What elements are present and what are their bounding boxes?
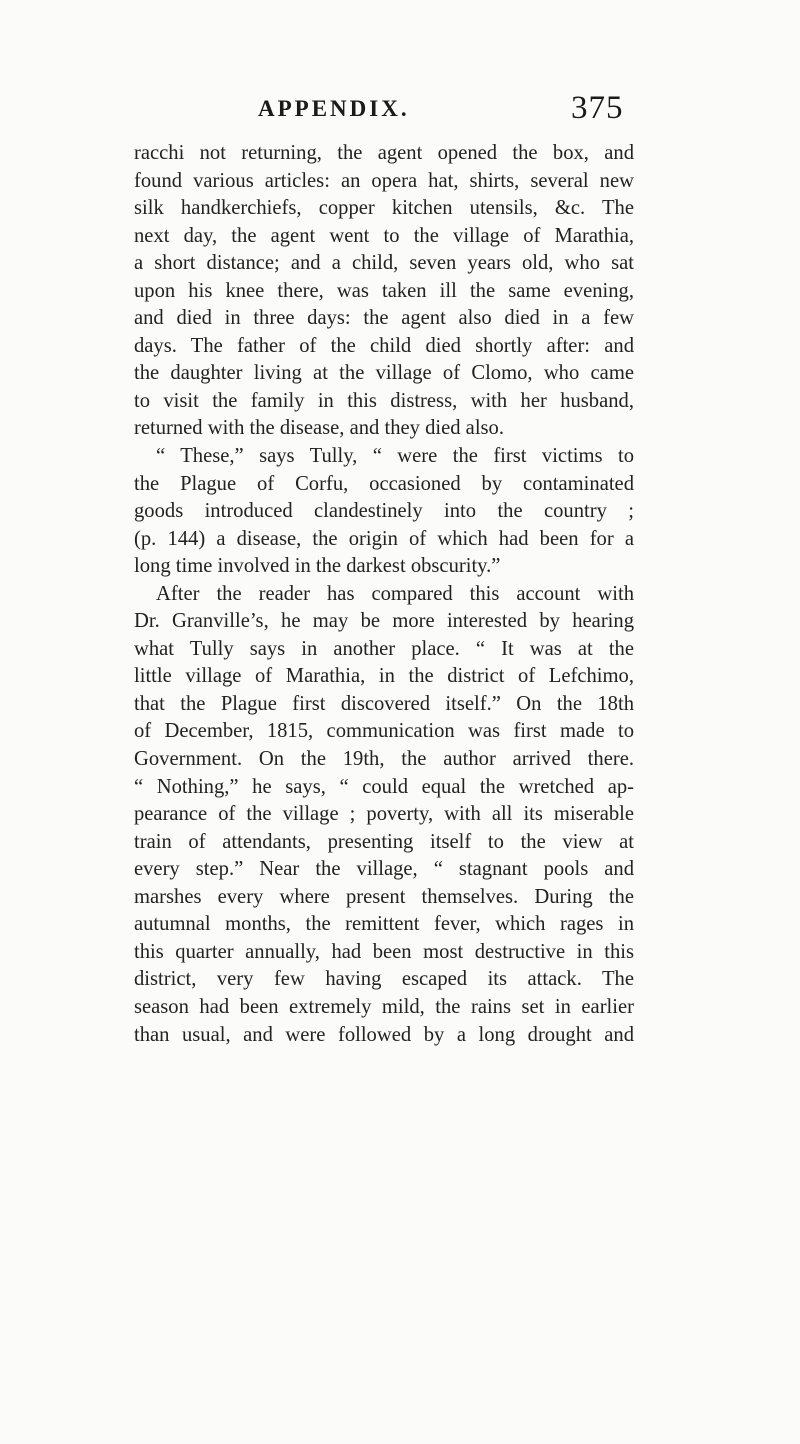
text-line: found various articles: an opera hat, shirts, several new [134,169,634,192]
text-line: marshes every where present themselves. During the [134,885,634,908]
text-line: the Plague of Corfu, occasioned by contaminated [134,472,634,495]
text-line: than usual, and were followed by a long drought and [134,1023,634,1046]
text-line: racchi not returning, the agent opened the box, and [134,142,634,164]
text-line: Dr. Granville’s, he may be more interested by hearing [134,610,634,633]
text-line: “ These,” says Tully, “ were the first victims to [156,445,634,468]
text-line: long time involved in the darkest obscurity.” [134,555,501,578]
text-line: (p. 144) a disease, the origin of which had been for a [134,527,634,550]
page-number: 375 [571,90,624,126]
text-line: every step.” Near the village, “ stagnant pools and [134,858,634,881]
text-line: days. The father of the child died shortly after: and [134,334,634,357]
text-line: this quarter annually, had been most destructive in this [134,940,634,963]
text-line: Government. On the 19th, the author arrived there. [134,748,634,771]
text-line: little village of Marathia, in the district of Lefchimo, [134,665,634,688]
text-line: to visit the family in this distress, with her husband, [134,389,634,412]
text-line: what Tully says in another place. “ It was at the [134,637,634,660]
text-line: next day, the agent went to the village of Marathia, [134,224,634,247]
text-line: that the Plague first discovered itself.” On the 18th [134,692,634,715]
text-line: pearance of the village ; poverty, with all its miserable [134,803,634,826]
text-line: a short distance; and a child, seven years old, who sat [134,252,634,275]
text-line: train of attendants, presenting itself to the view at [134,830,634,853]
body-text [134,140,634,1049]
text-line: “ Nothing,” he says, “ could equal the wretched ap- [134,775,634,798]
text-line: district, very few having escaped its attack. The [134,968,634,991]
text-line: of December, 1815, communication was first made to [134,720,634,743]
text-line: goods introduced clandestinely into the country ; [134,500,634,523]
page-header [0,90,800,136]
text-line: the daughter living at the village of Clomo, who came [134,362,634,385]
text-line: and died in three days: the agent also died in a few [134,307,634,330]
text-line: silk handkerchiefs, copper kitchen utensils, &c. The [134,197,634,220]
text-line: autumnal months, the remittent fever, which rages in [134,913,634,936]
text-line: After the reader has compared this account with [156,582,634,605]
text-line: season had been extremely mild, the rains set in earlier [134,995,634,1018]
running-head: APPENDIX. [258,96,410,121]
text-line: upon his knee there, was taken ill the same evening, [134,279,634,302]
text-line: returned with the disease, and they died also. [134,417,505,440]
